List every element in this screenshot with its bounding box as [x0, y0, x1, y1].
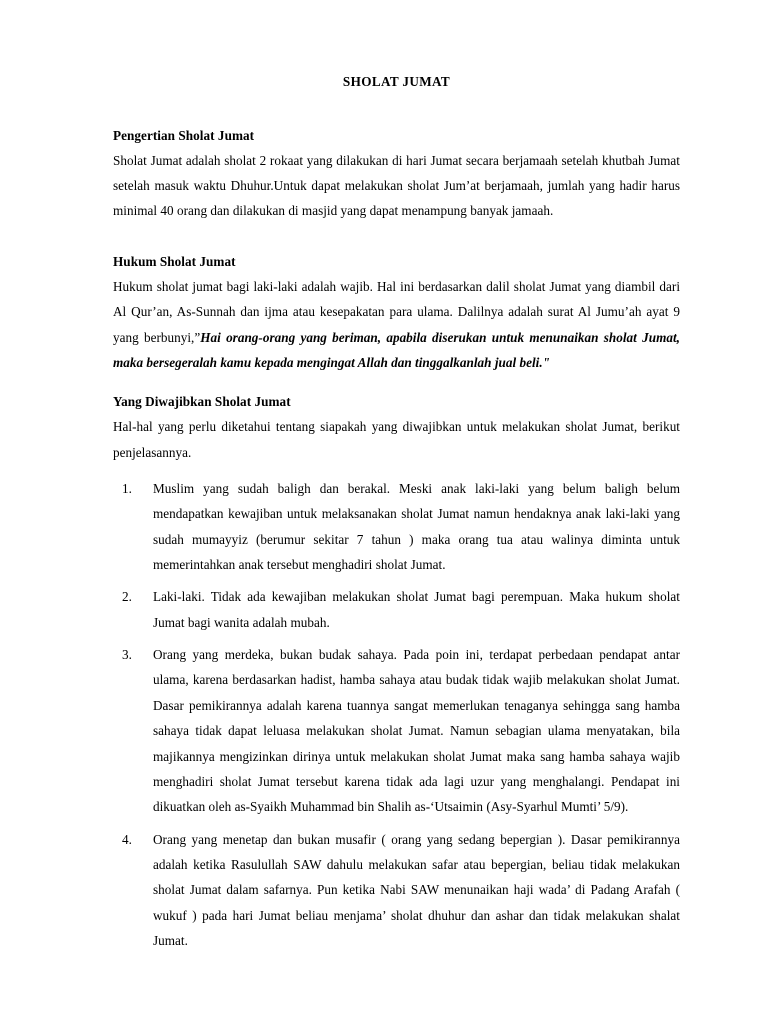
section-heading-pengertian: Pengertian Sholat Jumat — [113, 127, 255, 143]
list-item — [122, 476, 680, 577]
spacer — [113, 465, 680, 476]
section-paragraph-pengertian: Sholat Jumat adalah sholat 2 rokaat yang dilakukan di hari Jumat secara berjamaah setelah khutbah Jumat setelah masuk waktu Dhuhur.Untuk dapat melakukan sholat Jum’at berjamaah, jumlah yang hadir harus minimal 40 orang dan dilakukan di masjid yang dapat menampung banyak jamaah. — [113, 152, 680, 219]
requirements-list — [113, 476, 680, 953]
spacer — [113, 91, 680, 127]
list-item-number: 4. — [122, 831, 132, 847]
list-item — [122, 642, 680, 819]
hukum-quran-quote: Hai orang-orang yang beriman, apabila diserukan untuk menunaikan sholat Jumat, maka bersegeralah kamu kepada mengingat Allah dan tinggalkanlah jual beli." — [113, 329, 680, 370]
section-paragraph-yang-diwajibkan: Hal-hal yang perlu diketahui tentang siapakah yang diwajibkan untuk melakukan sholat Jumat, berikut penjelasannya. — [113, 419, 680, 460]
spacer — [113, 224, 680, 253]
list-item-text: Orang yang merdeka, bukan budak sahaya. Pada poin ini, terdapat perbedaan pendapat antar ulama, karena berdasarkan hadist, hamba sahaya atau budak tidak wajib melakukan sholat Jumat. Dasar pemikirannya adalah karena tuannya sangat memerlukan tenaganya sehingga sang hamba sahaya tidak dapat leluasa melakukan sholat Jumat. Namun sebagian ulama menyatakan, bila majikannya mengizinkan dirinya untuk melakukan sholat Jumat maka sang hamba sahaya wajib menghadiri sholat Jumat tersebut karena tidak ada lagi uzur yang menghalangi. Pendapat ini dikuatkan oleh as-Syaikh Muhammad bin Shalih as-‘Utsaimin (Asy-Syarhul Mumti’ 5/9). — [153, 647, 680, 815]
document-body — [113, 74, 680, 953]
section-heading-hukum: Hukum Sholat Jumat — [113, 253, 236, 269]
list-item-number: 1. — [122, 481, 132, 497]
list-item-text: Laki-laki. Tidak ada kewajiban melakukan sholat Jumat bagi perempuan. Maka hukum sholat Jumat bagi wanita adalah mubah. — [153, 589, 680, 630]
list-item — [122, 584, 680, 635]
list-item — [122, 827, 680, 954]
list-item-text: Orang yang menetap dan bukan musafir ( orang yang sedang bepergian ). Dasar pemikirannya adalah ketika Rasulullah SAW dahulu melakukan safar atau bepergian, beliau tidak melakukan sholat Jumat dalam safarnya. Pun ketika Nabi SAW menunaikan haji wada’ di Padang Arafah ( wukuf ) pada hari Jumat beliau menjama’ sholat dhuhur dan ashar dan tidak melakukan shalat Jumat. — [153, 831, 680, 948]
hukum-lead-text: Hukum sholat jumat bagi laki-laki adalah wajib. Hal ini berdasarkan dalil sholat Jumat yang diambil dari Al Qur’an, As-Sunnah dan ijma atau kesepakatan para ulama. Dalilnya adalah surat Al Jumu’ah ayat 9 yang berbunyi,” — [113, 278, 680, 345]
section-paragraph-hukum — [113, 274, 680, 375]
list-item-number: 3. — [122, 647, 132, 663]
page-title: SHOLAT JUMAT — [342, 74, 451, 89]
list-item-number: 2. — [122, 589, 132, 605]
section-heading-yang-diwajibkan: Yang Diwajibkan Sholat Jumat — [113, 394, 291, 410]
list-item-text: Muslim yang sudah baligh dan berakal. Meski anak laki-laki yang belum baligh belum mendapatkan kewajiban untuk melaksanakan sholat Jumat namun hendaknya anak laki-laki yang sudah mumayyiz (berumur sekitar 7 tahun ) maka orang tua atau walinya diminta untuk memerintahkan anak tersebut menghadiri sholat Jumat. — [153, 481, 680, 573]
spacer — [113, 375, 680, 393]
